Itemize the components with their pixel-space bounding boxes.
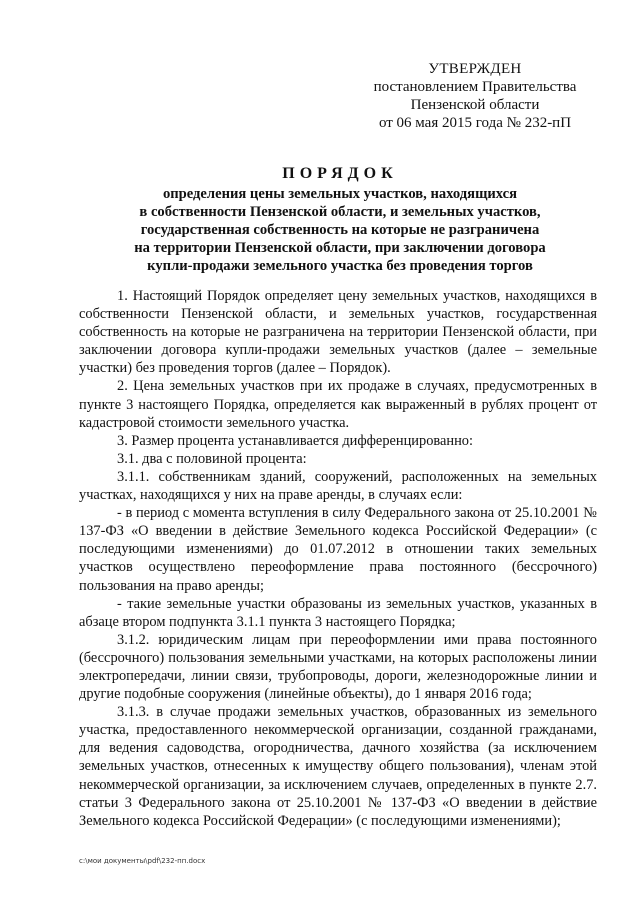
approval-stamp bbox=[330, 60, 620, 132]
title-line-5: купли-продажи земельного участка без проведения торгов bbox=[147, 258, 533, 274]
title-line-3: государственная собственность на которые не разграничена bbox=[140, 222, 540, 238]
paragraph-1: 1. Настоящий Порядок определяет цену земельных участков, находящихся в собственности Пензенской области, и земельных участков, государственная собственность на которые не разграничена на территории Пензенской области, при заключении договора купли-продажи земельных участков (далее – земельные участки) без проведения торгов (далее – Порядок). bbox=[79, 288, 597, 377]
paragraph-3-1-1: 3.1.1. собственникам зданий, сооружений, расположенных на земельных участках, находящихся у них на праве аренды, в случаях если: bbox=[79, 468, 597, 504]
approval-line-3: от 06 мая 2015 года № 232-пП bbox=[378, 115, 572, 131]
paragraph-3-1-1-item-1: - в период с момента вступления в силу Федерального закона от 25.10.2001 № 137-ФЗ «О введении в действие Земельного кодекса Российской Федерации» (с последующими изменениями) до 01.07.2012 в отношении таких земельных участков осуществлено переоформление права постоянного (бессрочного) пользования на право аренды; bbox=[79, 505, 597, 594]
document-title bbox=[70, 165, 610, 275]
paragraph-3: 3. Размер процента устанавливается дифференцированно: bbox=[117, 432, 473, 449]
title-line-2: в собственности Пензенской области, и земельных участков, bbox=[139, 204, 541, 220]
approval-line-1: постановлением Правительства bbox=[373, 79, 577, 95]
title-line-1: определения цены земельных участков, находящихся bbox=[162, 186, 518, 202]
paragraph-3-1: 3.1. два с половиной процента: bbox=[117, 450, 307, 467]
file-path-footer: c:\мои документы\pdf\232-пп.docx bbox=[79, 857, 206, 865]
paragraph-3-1-2: 3.1.2. юридическим лицам при переоформлении ими права постоянного (бессрочного) пользования земельными участками, на которых расположены линии электропередачи, линии связи, трубопроводы, дороги, железнодорожные линии и другие подобные сооружения (линейные объекты), до 1 января 2016 года; bbox=[79, 631, 597, 703]
paragraph-2: 2. Цена земельных участков при их продаже в случаях, предусмотренных в пункте 3 настоящего Порядка, определяется как выраженный в рублях процент от кадастровой стоимости земельного участка. bbox=[79, 378, 597, 431]
title-line-4: на территории Пензенской области, при заключении договора bbox=[134, 240, 546, 256]
title-main: ПОРЯДОК bbox=[282, 165, 398, 182]
approval-heading: УТВЕРЖДЕН bbox=[428, 61, 522, 77]
paragraph-3-1-1-item-2: - такие земельные участки образованы из земельных участков, указанных в абзаце втором подпункта 3.1.1 пункта 3 настоящего Порядка; bbox=[79, 595, 597, 630]
document-body bbox=[79, 287, 597, 830]
paragraph-3-1-3: 3.1.3. в случае продажи земельных участков, образованных из земельного участка, предоставленного некоммерческой организации, созданной гражданами, для ведения садоводства, огородничества, дачного хозяйства (за исключением земельных участков, отнесенных к имуществу общего пользования), членам этой некоммерческой организации, за исключением случаев, определенных в пункте 2.7. статьи 3 Федерального закона от 25.10.2001 № 137-ФЗ «О введении в действие Земельного кодекса Российской Федерации» (с последующими изменениями); bbox=[79, 704, 597, 829]
approval-line-2: Пензенской области bbox=[410, 97, 540, 113]
